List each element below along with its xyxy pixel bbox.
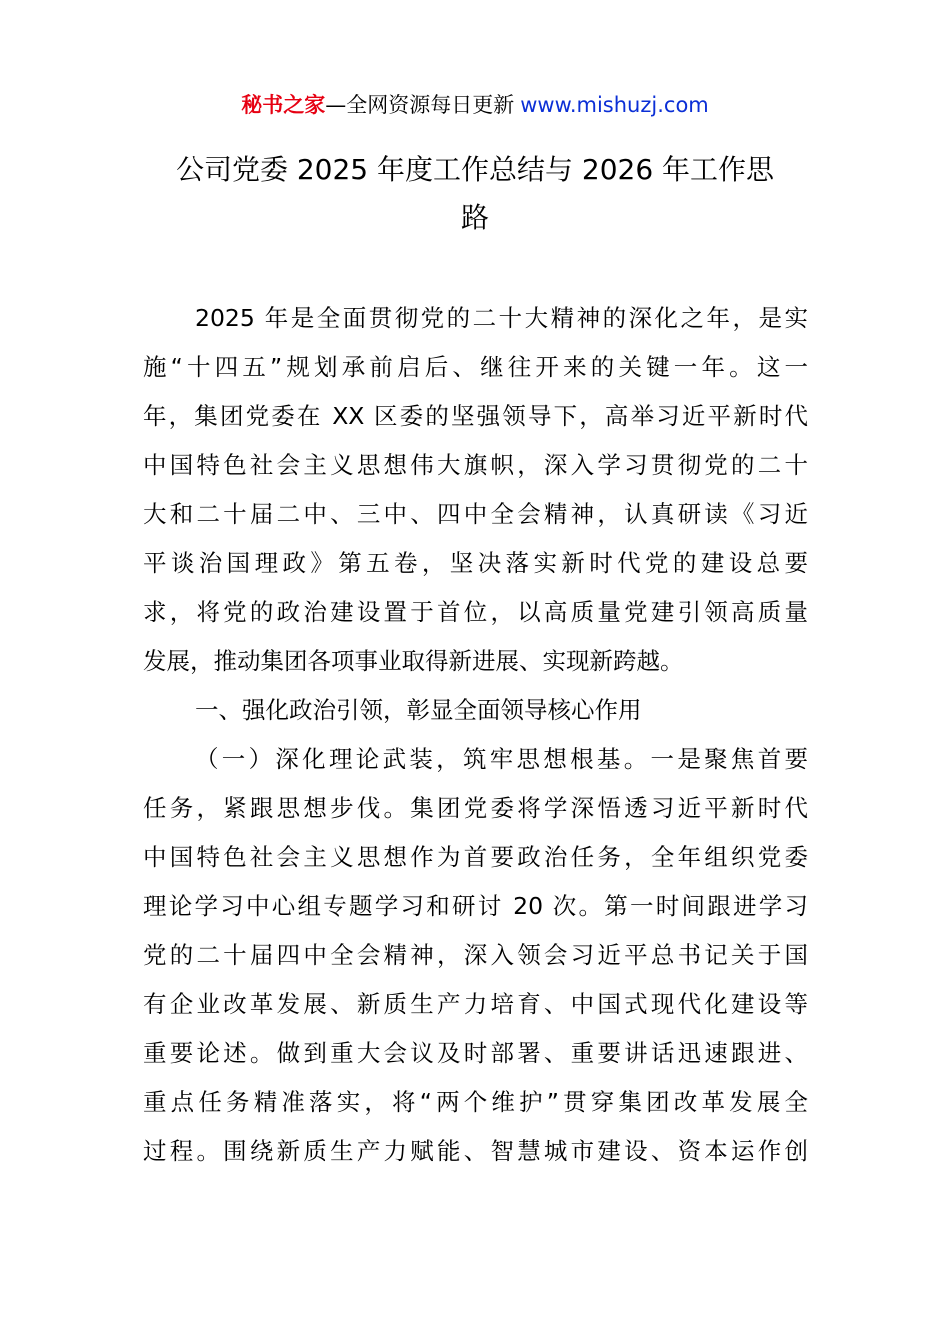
intro-paragraph [143, 294, 808, 686]
text-line: 理论学习中心组专题学习和研讨 20 次。第一时间跟进学习 [143, 892, 808, 920]
text-line: 重点任务精准落实，将“两个维护”贯穿集团改革发展全 [143, 1088, 808, 1116]
text-line: 发展，推动集团各项事业取得新进展、实现新跨越。 [143, 647, 684, 675]
text-line: 中国特色社会主义思想伟大旗帜，深入学习贯彻党的二十 [143, 451, 808, 479]
text-line: 过程。围绕新质生产力赋能、智慧城市建设、资本运作创 [143, 1137, 808, 1165]
document-title [140, 146, 810, 242]
title-line: 路 [460, 201, 489, 234]
section-heading [143, 686, 808, 735]
text-line: 年，集团党委在 XX 区委的坚强领导下，高举习近平新时代 [143, 402, 808, 430]
text-line: 平谈治国理政》第五卷，坚决落实新时代党的建设总要 [143, 549, 808, 577]
text-line: 中国特色社会主义思想作为首要政治任务，全年组织党委 [143, 843, 808, 871]
text-line: 任务，紧跟思想步伐。集团党委将学深悟透习近平新时代 [143, 794, 808, 822]
brand-name: 秘书之家 [241, 93, 326, 117]
text-line: 施“十四五”规划承前启后、继往开来的关键一年。这一 [143, 353, 808, 381]
text-line: 2025 年是全面贯彻党的二十大精神的深化之年，是实 [195, 304, 808, 332]
document-body [143, 294, 808, 1176]
section-heading-text: 一、强化政治引领，彰显全面领导核心作用 [195, 696, 642, 724]
header-tagline: 全网资源每日更新 [346, 93, 515, 117]
text-line: 大和二十届二中、三中、四中全会精神，认真研读《习近 [143, 500, 808, 528]
section-paragraph [143, 735, 808, 1176]
text-line: 重要论述。做到重大会议及时部署、重要讲话迅速跟进、 [143, 1039, 808, 1067]
watermark-header [0, 88, 950, 122]
text-line: 党的二十届四中全会精神，深入领会习近平总书记关于国 [143, 941, 808, 969]
header-dash: — [325, 93, 347, 117]
text-line: （一）深化理论武装，筑牢思想根基。一是聚焦首要 [195, 745, 808, 773]
text-line: 有企业改革发展、新质生产力培育、中国式现代化建设等 [143, 990, 808, 1018]
title-line: 公司党委 2025 年度工作总结与 2026 年工作思 [175, 153, 775, 186]
site-link[interactable]: www.mishuzj.com [520, 93, 709, 117]
text-line: 求，将党的政治建设置于首位，以高质量党建引领高质量 [143, 598, 808, 626]
